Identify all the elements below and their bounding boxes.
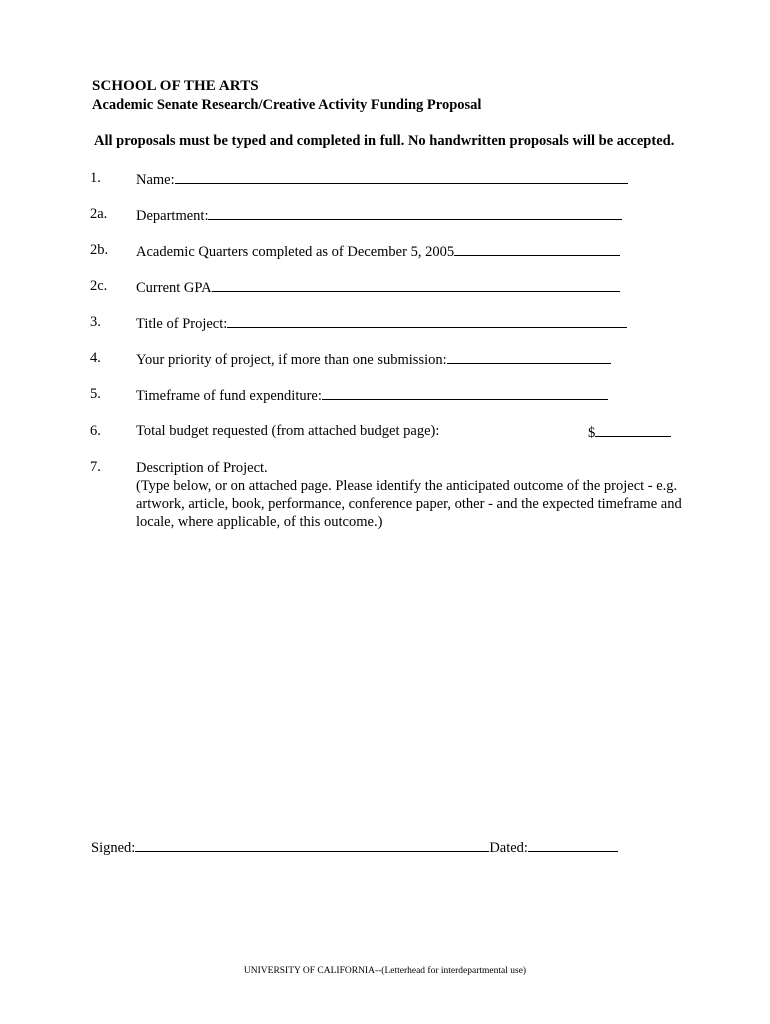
budget-amount-field[interactable] (595, 423, 671, 437)
project-title-field[interactable] (227, 314, 627, 328)
name-field-row (136, 170, 628, 189)
form-title: Academic Senate Research/Creative Activity Funding Proposal (92, 97, 482, 113)
budget-amount-row (588, 423, 671, 442)
department-field-row (136, 206, 622, 225)
dollar-sign: $ (588, 425, 596, 441)
priority-field[interactable] (447, 350, 611, 364)
quarters-field[interactable] (454, 242, 620, 256)
name-label: Name: (136, 172, 175, 188)
department-label: Department: (136, 208, 209, 224)
school-heading: SCHOOL OF THE ARTS (92, 78, 259, 94)
priority-field-row (136, 350, 611, 369)
field-number-name: 1. (90, 170, 101, 186)
quarters-field-row (136, 242, 620, 261)
description-block (136, 459, 716, 531)
field-number-department: 2a. (90, 206, 108, 222)
instruction-text: All proposals must be typed and completed in full. No handwritten proposals will be accepted. (94, 133, 675, 149)
signature-row (91, 838, 618, 857)
description-instructions: (Type below, or on attached page. Please identify the anticipated outcome of the project - e.g. artwork, article, book, performance, conference paper, other - and the expected timeframe and locale, where applicable, of this outcome.) (136, 478, 682, 530)
department-field[interactable] (208, 206, 622, 220)
name-field[interactable] (175, 170, 628, 184)
letterhead-footer: UNIVERSITY OF CALIFORNIA--(Letterhead for interdepartmental use) (243, 966, 527, 976)
dated-label: Dated: (489, 840, 528, 856)
project-title-field-row (136, 314, 627, 333)
timeframe-field-row (136, 386, 608, 405)
signed-label: Signed: (91, 840, 136, 856)
date-field[interactable] (528, 838, 618, 852)
field-number-title: 3. (90, 314, 101, 330)
gpa-label: Current GPA (136, 280, 212, 296)
timeframe-field[interactable] (322, 386, 608, 400)
timeframe-label: Timeframe of fund expenditure: (136, 388, 322, 404)
priority-label: Your priority of project, if more than one submission: (136, 352, 447, 368)
field-number-gpa: 2c. (90, 278, 108, 294)
quarters-label: Academic Quarters completed as of December 5, 2005 (136, 244, 455, 260)
gpa-field-row (136, 278, 620, 297)
description-area[interactable] (136, 545, 716, 815)
signature-field[interactable] (135, 838, 489, 852)
field-number-timeframe: 5. (90, 386, 101, 402)
budget-label: Total budget requested (from attached budget page): (136, 423, 440, 439)
field-number-quarters: 2b. (90, 242, 109, 258)
description-heading: Description of Project. (136, 460, 268, 476)
gpa-field[interactable] (212, 278, 620, 292)
field-number-description: 7. (90, 459, 101, 475)
project-title-label: Title of Project: (136, 316, 228, 332)
field-number-priority: 4. (90, 350, 101, 366)
field-number-budget: 6. (90, 423, 101, 439)
